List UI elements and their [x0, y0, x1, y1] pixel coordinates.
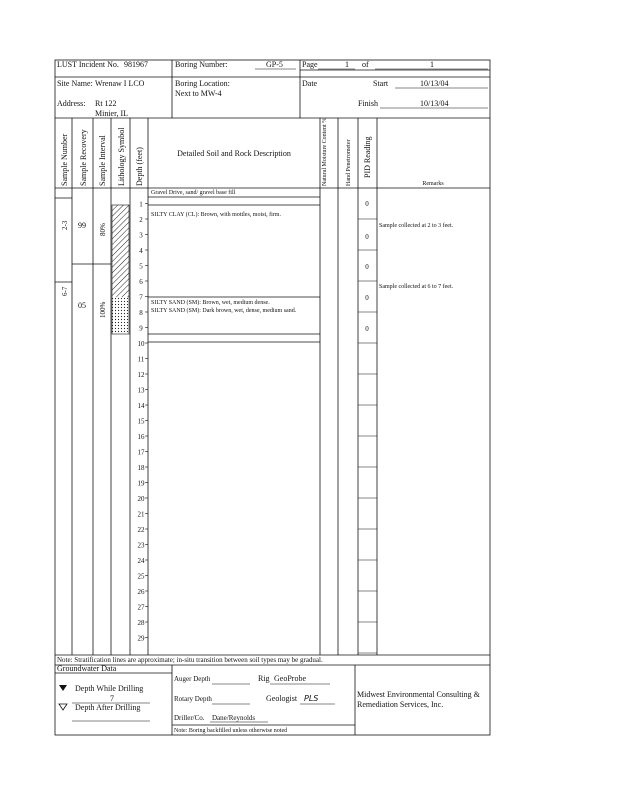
depth-label: 6 — [139, 278, 143, 286]
depth-label: 5 — [139, 262, 143, 271]
rig-label: Rig — [258, 674, 270, 683]
depth-label: 18 — [137, 464, 145, 472]
description-silty-sand-2: SILTY SAND (SM): Dark brown, wet, dense, medium sand. — [151, 308, 297, 314]
depth-label: 22 — [137, 526, 145, 534]
water-level-triangle-icon — [59, 685, 67, 691]
of-value: 1 — [430, 60, 434, 69]
description-silty-sand: SILTY SAND (SM): Brown, wet, medium dense. — [151, 300, 270, 306]
boring-number-value: GP-5 — [266, 60, 283, 69]
depth-label: 13 — [137, 386, 145, 395]
lithology-sand — [112, 297, 129, 334]
depth-while-drilling-label: Depth While Drilling — [75, 684, 144, 693]
geologist-signature: PLS — [304, 694, 319, 703]
depth-label: 19 — [137, 479, 145, 488]
sample-number: 2-3 — [61, 220, 69, 230]
sample-row — [61, 220, 107, 236]
groundwater-label: Groundwater Data — [57, 664, 117, 673]
depth-label: 14 — [137, 402, 145, 410]
auger-depth-label: Auger Depth — [174, 675, 211, 683]
start-label: Start — [373, 79, 389, 88]
depth-while-drilling-value: 7 — [110, 694, 114, 703]
driller-value: Dane/Reynolds — [212, 714, 256, 722]
col-lithology-symbol: Lithology Symbol — [117, 127, 126, 186]
col-remarks: Remarks — [422, 181, 444, 187]
col-description: Detailed Soil and Rock Description — [177, 149, 291, 158]
pid-reading: 0 — [365, 325, 369, 333]
of-label: of — [362, 60, 369, 69]
boring-location-value: Next to MW-4 — [175, 89, 222, 98]
depth-label: 2 — [139, 216, 143, 224]
col-sample-recovery: Sample Recovery — [79, 129, 88, 186]
col-pid-reading: PID Reading — [363, 136, 372, 178]
depth-label: 28 — [137, 619, 145, 627]
lust-incident-value: 981967 — [124, 60, 148, 69]
remark: Sample collected at 6 to 7 feet. — [379, 284, 454, 290]
sample-number: 6-7 — [61, 286, 69, 296]
depth-label: 20 — [137, 495, 145, 503]
sample-recovery: 05 — [78, 301, 86, 310]
pid-reading: 0 — [365, 263, 369, 271]
lithology-column — [112, 205, 129, 334]
sample-interval: 100% — [99, 301, 107, 318]
pid-row-grid — [358, 219, 377, 653]
rig-value: GeoProbe — [274, 674, 306, 683]
page-label: Page — [302, 60, 318, 69]
depth-label: 11 — [137, 355, 145, 364]
col-sample-number: Sample Number — [60, 133, 69, 186]
depth-label: 16 — [137, 433, 145, 441]
lithology-clay — [112, 205, 129, 297]
rotary-depth-label: Rotary Depth — [174, 695, 212, 703]
depth-label: 4 — [139, 247, 143, 255]
driller-label: Driller/Co. — [174, 714, 205, 722]
geologist-label: Geologist — [266, 694, 298, 703]
boring-number-label: Boring Number: — [175, 60, 228, 69]
depth-label: 12 — [137, 371, 145, 379]
depth-label: 3 — [139, 231, 143, 240]
boring-backfill-note: Note: Boring backfilled unless otherwise noted — [174, 728, 288, 734]
depth-label: 23 — [137, 541, 145, 550]
pid-reading: 0 — [365, 233, 369, 241]
description-silty-clay: SILTY CLAY (CL): Brown, with mottles, moist, firm. — [151, 212, 281, 218]
description-fill: Gravel Drive, sand/ gravel base fill — [151, 190, 236, 196]
company-line1: Midwest Environmental Consulting & — [357, 690, 480, 699]
col-sample-interval: Sample Interval — [98, 135, 107, 186]
depth-label: 9 — [139, 324, 143, 333]
sample-recovery: 99 — [78, 221, 86, 230]
depth-label: 29 — [137, 634, 145, 643]
page-value: 1 — [345, 60, 349, 69]
depth-label: 10 — [137, 340, 145, 348]
col-hand-penetrometer: Hand Penetrometer — [346, 139, 352, 186]
site-name-label: Site Name: — [57, 79, 93, 88]
depth-label: 21 — [137, 510, 145, 519]
address-line2: Minier, IL — [95, 109, 129, 118]
depth-after-drilling-label: Depth After Drilling — [75, 703, 141, 712]
site-name-value: Wrenaw I LCO — [95, 79, 145, 88]
depth-label: 15 — [137, 417, 145, 426]
remark: Sample collected at 2 to 3 feet. — [379, 223, 454, 229]
finish-label: Finish — [358, 99, 379, 108]
col-depth: Depth (feet) — [135, 147, 144, 186]
depth-ticks — [145, 204, 148, 638]
depth-label: 25 — [137, 572, 145, 581]
depth-label: 27 — [137, 603, 145, 612]
sample-interval: 80% — [99, 223, 107, 236]
depth-label: 1 — [139, 200, 143, 209]
depth-label: 8 — [139, 309, 143, 317]
depth-label: 24 — [137, 557, 145, 565]
address-label: Address: — [57, 99, 86, 108]
depth-label: 7 — [139, 293, 143, 302]
date-label: Date — [302, 79, 318, 88]
pid-reading: 0 — [365, 294, 369, 302]
depth-label: 17 — [137, 448, 145, 457]
boring-location-label: Boring Location: — [175, 79, 230, 88]
lust-incident-label: LUST Incident No. — [57, 60, 119, 69]
water-level-open-triangle-icon — [59, 704, 67, 710]
depth-label: 26 — [137, 588, 145, 596]
start-value: 10/13/04 — [420, 79, 449, 88]
pid-reading: 0 — [365, 200, 369, 208]
sample-row — [61, 286, 107, 318]
company-line2: Remediation Services, Inc. — [357, 700, 444, 709]
col-natural-moisture: Natural Moisture Content % — [322, 117, 328, 186]
stratification-note: Note: Stratification lines are approximate; in-situ transition between soil types may be gradual. — [57, 656, 323, 664]
depth-labels — [138, 201, 146, 643]
finish-value: 10/13/04 — [420, 99, 449, 108]
address-line1: Rt 122 — [95, 99, 117, 108]
